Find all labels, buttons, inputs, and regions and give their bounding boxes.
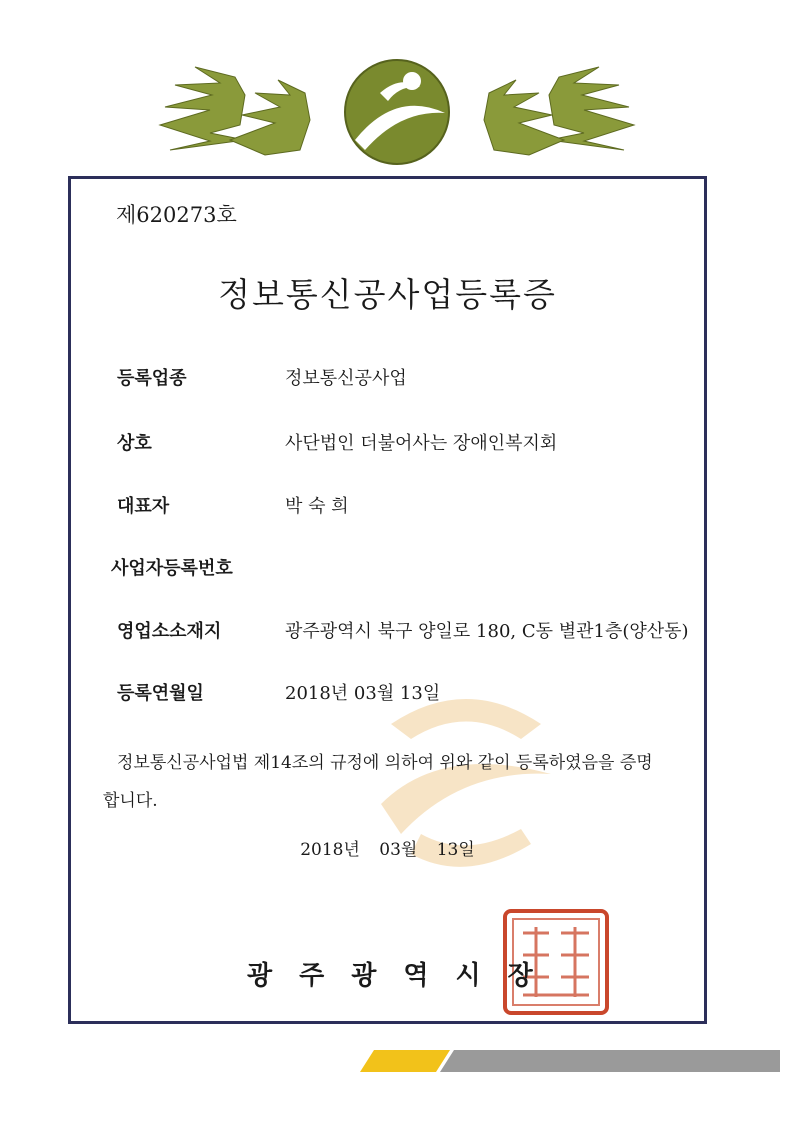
field-value: 박 숙 희 <box>285 496 349 517</box>
certificate-frame <box>68 176 707 1024</box>
field-value: 2018년 03월 13일 <box>285 683 441 704</box>
field-value: 정보통신공사업 <box>285 368 407 389</box>
field-value: 광주광역시 북구 양일로 180, C동 별관1층(양산동) <box>285 621 689 642</box>
field-label: 등록업종 <box>117 368 187 389</box>
field-label: 등록연월일 <box>117 683 204 704</box>
field-label: 대표자 <box>117 496 170 517</box>
field-label: 상호 <box>117 433 152 454</box>
emblem-icon <box>150 55 644 170</box>
field-representative <box>117 492 349 518</box>
field-business-reg-no <box>111 554 237 580</box>
field-registration-date <box>117 679 441 705</box>
decorative-stripe <box>360 1050 780 1072</box>
field-trade-name <box>117 429 558 455</box>
certificate-title: 정보통신공사업등록증 <box>218 275 557 314</box>
issue-date: 2018년 03월 13일 <box>300 840 475 860</box>
field-label: 사업자등록번호 <box>111 558 233 579</box>
certification-statement: 정보통신공사업법 제14조의 규정에 의하여 위와 같이 등록하였음을 증명합니다. <box>103 753 653 811</box>
field-business-type <box>117 364 407 390</box>
field-office-address <box>117 617 689 643</box>
field-label: 영업소소재지 <box>117 621 222 642</box>
certificate-number: 제620273호 <box>116 203 237 227</box>
issuer-name: 광주광역시장 <box>247 961 560 991</box>
field-value: 사단법인 더불어사는 장애인복지회 <box>285 433 558 454</box>
